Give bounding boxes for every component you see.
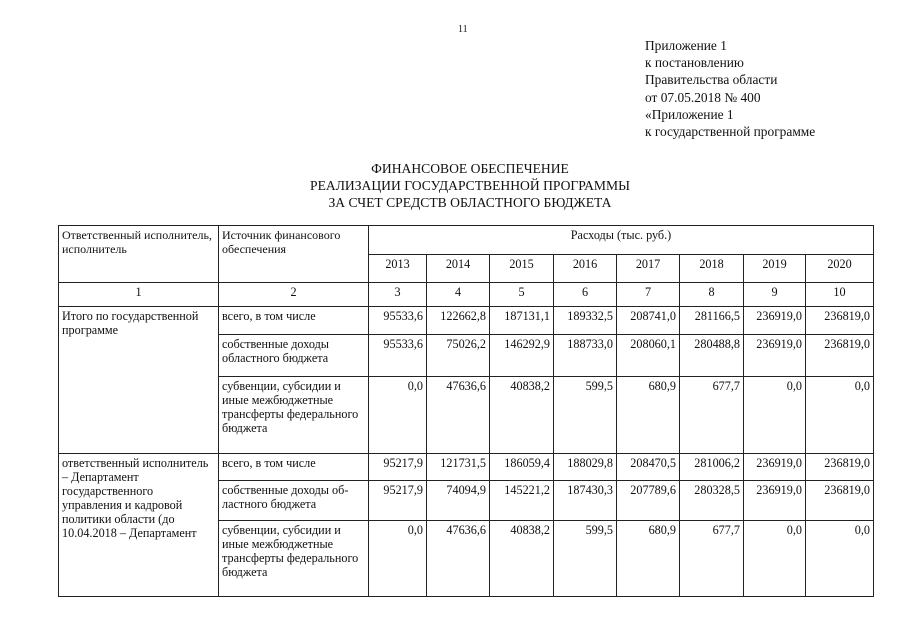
title-line: РЕАЛИЗАЦИИ ГОСУДАРСТВЕННОЙ ПРОГРАММЫ (310, 178, 630, 193)
document-title (230, 160, 710, 211)
header-year: 2014 (427, 255, 490, 283)
value-cell: 208741,0 (617, 307, 680, 335)
column-number: 1 (59, 283, 219, 307)
source-cell: собственные доходы областного бюджета (219, 335, 369, 377)
value-cell: 188029,8 (554, 454, 617, 481)
title-line: ФИНАНСОВОЕ ОБЕСПЕЧЕНИЕ (371, 161, 569, 176)
financing-table (58, 225, 874, 597)
appendix-line: к государственной программе (645, 124, 816, 140)
value-cell: 121731,5 (427, 454, 490, 481)
value-cell: 189332,5 (554, 307, 617, 335)
value-cell: 95217,9 (369, 481, 427, 521)
header-year: 2013 (369, 255, 427, 283)
value-cell: 47636,6 (427, 377, 490, 454)
header-year: 2018 (680, 255, 744, 283)
value-cell: 40838,2 (490, 521, 554, 597)
appendix-line: Правительства области (645, 72, 778, 88)
value-cell: 236819,0 (806, 454, 874, 481)
column-number: 8 (680, 283, 744, 307)
value-cell: 236919,0 (744, 454, 806, 481)
value-cell: 236919,0 (744, 481, 806, 521)
value-cell: 0,0 (369, 521, 427, 597)
value-cell: 599,5 (554, 521, 617, 597)
value-cell: 122662,8 (427, 307, 490, 335)
executor-cell: ответственный исполнитель – Департамент государственного управления и кадровой политики области (до 10.04.2018 – Департамент (59, 454, 219, 597)
executor-cell: Итого по государственной программе (59, 307, 219, 454)
column-number: 6 (554, 283, 617, 307)
value-cell: 187430,3 (554, 481, 617, 521)
value-cell: 0,0 (744, 521, 806, 597)
column-number: 2 (219, 283, 369, 307)
value-cell: 236819,0 (806, 481, 874, 521)
value-cell: 47636,6 (427, 521, 490, 597)
header-year: 2019 (744, 255, 806, 283)
value-cell: 187131,1 (490, 307, 554, 335)
value-cell: 280328,5 (680, 481, 744, 521)
source-cell: всего, в том числе (219, 307, 369, 335)
value-cell: 40838,2 (490, 377, 554, 454)
value-cell: 680,9 (617, 521, 680, 597)
header-source: Источник финансового обеспечения (219, 226, 369, 283)
appendix-line: «Приложение 1 (645, 106, 734, 122)
table-row (59, 454, 874, 481)
title-line: ЗА СЧЕТ СРЕДСТВ ОБЛАСТНОГО БЮДЖЕТА (328, 195, 612, 210)
appendix-line: Приложение 1 (645, 38, 727, 53)
value-cell: 236819,0 (806, 335, 874, 377)
value-cell: 280488,8 (680, 335, 744, 377)
column-number: 4 (427, 283, 490, 307)
header-year: 2016 (554, 255, 617, 283)
value-cell: 281006,2 (680, 454, 744, 481)
column-number: 7 (617, 283, 680, 307)
value-cell: 207789,6 (617, 481, 680, 521)
source-cell: субвенции, субсидии и иные межбюджетные трансферты федерального бюджета (219, 377, 369, 454)
source-cell: субвенции, субсидии и иные межбюджетные трансферты федерального бюджета (219, 521, 369, 597)
value-cell: 208060,1 (617, 335, 680, 377)
source-cell: всего, в том числе (219, 454, 369, 481)
value-cell: 208470,5 (617, 454, 680, 481)
value-cell: 599,5 (554, 377, 617, 454)
value-cell: 95533,6 (369, 335, 427, 377)
value-cell: 95533,6 (369, 307, 427, 335)
appendix-line: к постановлению (645, 55, 744, 71)
value-cell: 236919,0 (744, 335, 806, 377)
column-number: 5 (490, 283, 554, 307)
column-number-row (59, 283, 874, 307)
value-cell: 0,0 (369, 377, 427, 454)
appendix-block (645, 37, 815, 140)
value-cell: 188733,0 (554, 335, 617, 377)
column-number: 9 (744, 283, 806, 307)
value-cell: 95217,9 (369, 454, 427, 481)
value-cell: 75026,2 (427, 335, 490, 377)
value-cell: 186059,4 (490, 454, 554, 481)
header-year: 2015 (490, 255, 554, 283)
table-row (59, 307, 874, 335)
header-executor: Ответственный исполнитель, исполнитель (59, 226, 219, 283)
header-year: 2017 (617, 255, 680, 283)
value-cell: 236819,0 (806, 307, 874, 335)
value-cell: 0,0 (744, 377, 806, 454)
value-cell: 677,7 (680, 377, 744, 454)
header-expenses: Расходы (тыс. руб.) (369, 226, 874, 255)
value-cell: 236919,0 (744, 307, 806, 335)
header-year: 2020 (806, 255, 874, 283)
value-cell: 146292,9 (490, 335, 554, 377)
source-cell: собственные доходы об- ластного бюджета (219, 481, 369, 521)
value-cell: 281166,5 (680, 307, 744, 335)
header-row (59, 226, 874, 255)
value-cell: 680,9 (617, 377, 680, 454)
page-number: 11 (458, 24, 468, 35)
value-cell: 0,0 (806, 521, 874, 597)
value-cell: 145221,2 (490, 481, 554, 521)
value-cell: 74094,9 (427, 481, 490, 521)
value-cell: 0,0 (806, 377, 874, 454)
value-cell: 677,7 (680, 521, 744, 597)
column-number: 3 (369, 283, 427, 307)
column-number: 10 (806, 283, 874, 307)
appendix-line: от 07.05.2018 № 400 (645, 89, 761, 105)
